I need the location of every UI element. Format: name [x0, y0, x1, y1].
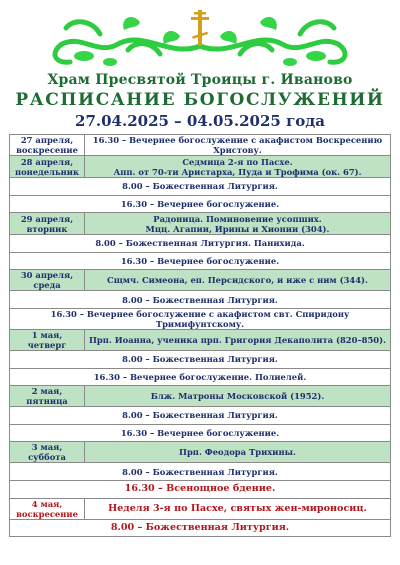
- service-cell: 8.00 – Божественная Литургия.: [10, 291, 391, 309]
- service-cell: 16.30 – Вечернее богослужение. Полиелей.: [10, 368, 391, 386]
- service-cell: Радоница. Поминовение усопших. Мцц. Агапии, Ирины и Хионии (304).: [85, 213, 391, 235]
- table-row: [10, 329, 391, 350]
- table-row: [10, 252, 391, 270]
- table-row: [10, 195, 391, 213]
- service-cell: Сщмч. Симеона, еп. Персидского, и иже с ним (344).: [85, 270, 391, 291]
- date-range: 27.04.2025 – 04.05.2025 года: [75, 112, 325, 130]
- table-row: [10, 407, 391, 425]
- service-cell: 16.30 – Вечернее богослужение с акафистом свт. Спиридону Тримифунтскому.: [10, 308, 391, 329]
- day-cell: 27 апреля, воскресение: [10, 135, 85, 156]
- day-cell: 3 мая, суббота: [10, 442, 85, 463]
- table-row: [10, 386, 391, 407]
- table-row: [10, 235, 391, 253]
- table-row: [10, 291, 391, 309]
- table-row: [10, 424, 391, 442]
- schedule-table: [9, 134, 391, 537]
- table-row: [10, 270, 391, 291]
- service-cell: Прп. Иоанна, ученика прп. Григория Декаполита (820–850).: [85, 329, 391, 350]
- service-cell: 16.30 – Вечернее богослужение.: [10, 252, 391, 270]
- day-cell: 29 апреля, вторник: [10, 213, 85, 235]
- service-cell: Неделя 3-я по Пасхе, святых жен-мироносиц.: [85, 498, 391, 519]
- table-row: [10, 213, 391, 235]
- service-cell: 8.00 – Божественная Литургия.: [10, 407, 391, 425]
- service-cell: Блж. Матроны Московской (1952).: [85, 386, 391, 407]
- service-cell: 16.30 – Вечернее богослужение с акафистом Воскресению Христову.: [85, 135, 391, 156]
- table-row: [10, 498, 391, 519]
- table-row: [10, 519, 391, 537]
- table-row: [10, 480, 391, 498]
- day-cell: 28 апреля, понедельник: [10, 156, 85, 178]
- table-row: [10, 156, 391, 178]
- service-cell: 8.00 – Божественная Литургия.: [10, 178, 391, 196]
- service-cell: 16.30 – Всенощное бдение.: [10, 480, 391, 498]
- table-row: [10, 442, 391, 463]
- service-cell: 8.00 – Божественная Литургия.: [10, 519, 391, 537]
- day-cell: 2 мая, пятница: [10, 386, 85, 407]
- table-row: [10, 368, 391, 386]
- table-row: [10, 350, 391, 368]
- table-row: [10, 463, 391, 481]
- day-cell: 4 мая, воскресение: [10, 498, 85, 519]
- table-row: [10, 308, 391, 329]
- service-cell: Прп. Феодора Трихины.: [85, 442, 391, 463]
- service-cell: Седмица 2-я по Пасхе. Апп. от 70-ти Аристарха, Пуда и Трофима (ок. 67).: [85, 156, 391, 178]
- day-cell: 1 мая, четверг: [10, 329, 85, 350]
- service-cell: 16.30 – Вечернее богослужение.: [10, 195, 391, 213]
- table-row: [10, 135, 391, 156]
- temple-name: Храм Пресвятой Троицы г. Иваново: [47, 72, 353, 88]
- page-title: РАСПИСАНИЕ БОГОСЛУЖЕНИЙ: [15, 90, 385, 110]
- service-cell: 8.00 – Божественная Литургия.: [10, 350, 391, 368]
- table-row: [10, 178, 391, 196]
- service-cell: 8.00 – Божественная Литургия.: [10, 463, 391, 481]
- day-cell: 30 апреля, среда: [10, 270, 85, 291]
- service-cell: 8.00 – Божественная Литургия. Панихида.: [10, 235, 391, 253]
- floral-ornament-cross-icon: [40, 6, 360, 72]
- service-cell: 16.30 – Вечернее богослужение.: [10, 424, 391, 442]
